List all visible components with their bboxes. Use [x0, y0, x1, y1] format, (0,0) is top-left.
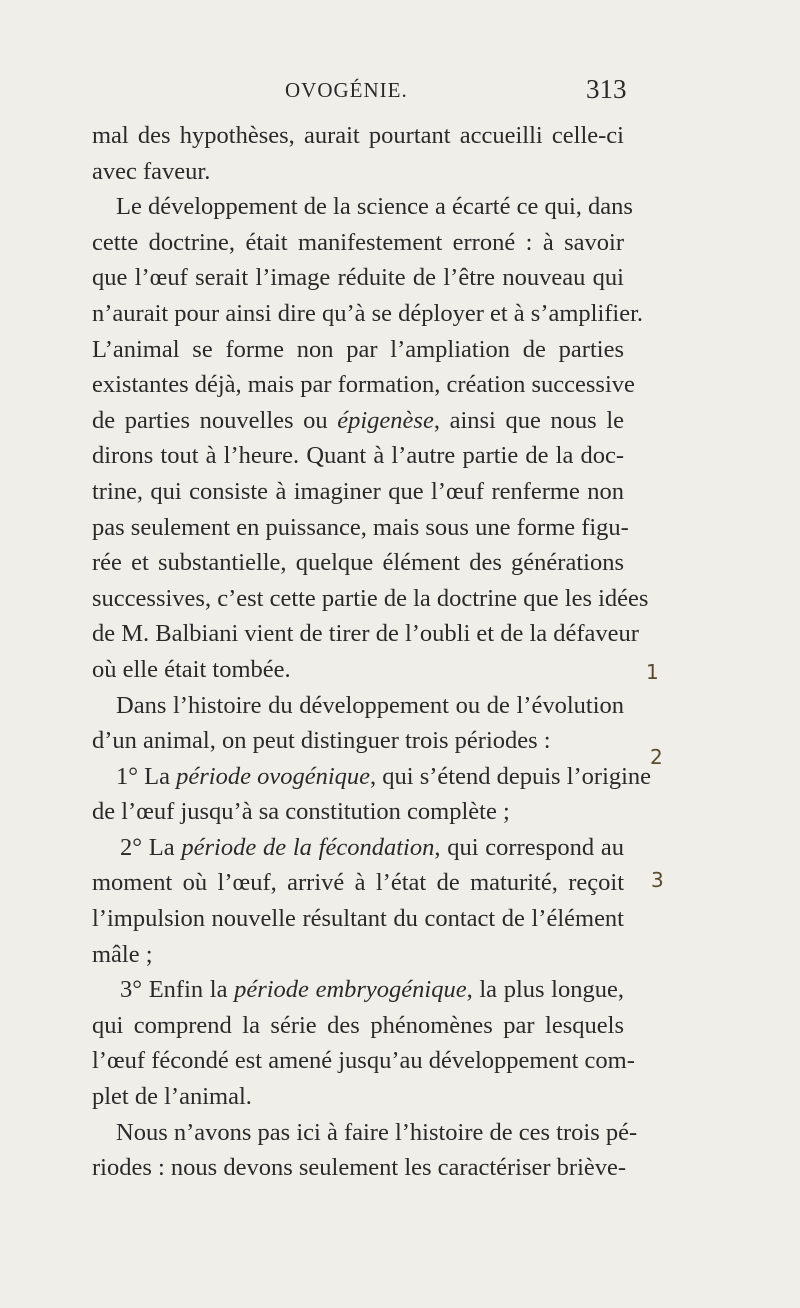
text-run: d’un animal, on peut distinguer trois périodes :	[92, 727, 551, 755]
text-line	[92, 510, 629, 546]
body-text	[92, 118, 652, 1186]
text-run: l’impulsion nouvelle résultant du contact de l’élément	[92, 905, 624, 933]
italic-term: période embryogénique	[234, 976, 467, 1004]
text-line	[92, 118, 624, 154]
text-line	[92, 794, 624, 830]
text-line	[92, 581, 649, 617]
paragraph	[92, 1115, 638, 1186]
page-header	[0, 74, 800, 108]
text-run: , ainsi que nous le	[433, 406, 624, 434]
margin-note-2: 2	[650, 745, 663, 769]
italic-term: période ovogénique	[176, 762, 371, 790]
text-run: successives, c’est cette partie de la doctrine que les idées	[92, 584, 649, 612]
paragraph	[92, 759, 652, 830]
text-run: mal des hypothèses, aurait pourtant accueilli celle-ci	[92, 122, 624, 149]
text-line	[92, 830, 624, 866]
text-run: rée et substantielle, quelque élément des générations	[92, 549, 624, 577]
margin-note-1: 1	[646, 660, 659, 684]
text-run: pas seulement en puissance, mais sous une forme figu-	[92, 513, 629, 541]
text-line	[92, 1150, 627, 1186]
text-run: 2° La	[120, 833, 182, 861]
text-run: , qui s’étend depuis l’origine	[370, 762, 652, 790]
text-run: 1° La	[116, 762, 177, 790]
text-line	[92, 474, 624, 510]
text-run: Nous n’avons pas ici à faire l’histoire de ces trois pé-	[116, 1118, 638, 1146]
text-run: mâle ;	[92, 940, 153, 968]
text-run: n’aurait pour ainsi dire qu’à se déployer et à s’amplifier.	[92, 299, 644, 327]
paragraph	[92, 118, 624, 189]
paragraph	[92, 688, 624, 759]
page-number: 313	[586, 74, 627, 104]
text-run: de parties nouvelles ou	[92, 406, 338, 434]
text-line	[92, 759, 652, 795]
paragraph	[92, 189, 649, 687]
text-run: Dans l’histoire du développement ou de l’évolution	[116, 691, 624, 719]
paragraph	[92, 972, 635, 1114]
paragraph	[92, 830, 624, 972]
text-run: L’animal se forme non par l’ampliation de parties	[92, 335, 624, 363]
text-line	[92, 260, 624, 296]
text-line	[92, 865, 624, 901]
text-run: que l’œuf serait l’image réduite de l’être nouveau qui	[92, 264, 624, 292]
text-run: de l’œuf jusqu’à sa constitution complète ;	[92, 798, 510, 826]
text-run: riodes : nous devons seulement les caractériser briève-	[92, 1154, 627, 1182]
italic-term: épigenèse	[337, 406, 434, 434]
text-line	[92, 332, 624, 368]
text-line	[92, 937, 624, 973]
text-line	[92, 972, 624, 1008]
text-line	[92, 1079, 624, 1115]
text-line	[92, 616, 639, 652]
text-run: moment où l’œuf, arrivé à l’état de maturité, reçoit	[92, 869, 624, 897]
text-run: , qui correspond au	[434, 833, 624, 861]
text-line	[92, 901, 624, 937]
italic-term: période de la fécondation	[181, 833, 435, 861]
text-line	[92, 154, 624, 190]
running-head: OVOGÉNIE.	[285, 78, 408, 102]
text-line	[92, 1115, 638, 1151]
text-line	[92, 403, 624, 439]
text-run: cette doctrine, était manifestement erroné : à savoir	[92, 228, 624, 256]
text-line	[92, 688, 624, 724]
text-run: qui comprend la série des phénomènes par lesquels	[92, 1011, 624, 1039]
text-run: avec faveur.	[92, 157, 211, 185]
text-run: existantes déjà, mais par formation, création successive	[92, 371, 635, 399]
text-run: Le développement de la science a écarté ce qui, dans	[116, 193, 633, 221]
text-line	[92, 723, 624, 759]
text-run: 3° Enfin la	[120, 976, 235, 1004]
text-run: dirons tout à l’heure. Quant à l’autre partie de la doc-	[92, 442, 624, 470]
text-line	[92, 438, 624, 474]
text-line	[92, 367, 635, 403]
margin-note-3: 3	[651, 868, 664, 892]
text-line	[92, 296, 644, 332]
text-line	[92, 1008, 624, 1044]
text-run: où elle était tombée.	[92, 655, 291, 683]
text-line	[92, 225, 624, 261]
text-run: , la plus longue,	[466, 976, 624, 1004]
text-line	[92, 545, 624, 581]
text-run: l’œuf fécondé est amené jusqu’au développement com-	[92, 1047, 635, 1075]
text-line	[92, 1043, 635, 1079]
text-run: de M. Balbiani vient de tirer de l’oubli et de la défaveur	[92, 620, 639, 648]
text-run: plet de l’animal.	[92, 1083, 252, 1111]
text-line	[92, 652, 624, 688]
text-line	[92, 189, 633, 225]
text-run: trine, qui consiste à imaginer que l’œuf renferme non	[92, 477, 624, 505]
